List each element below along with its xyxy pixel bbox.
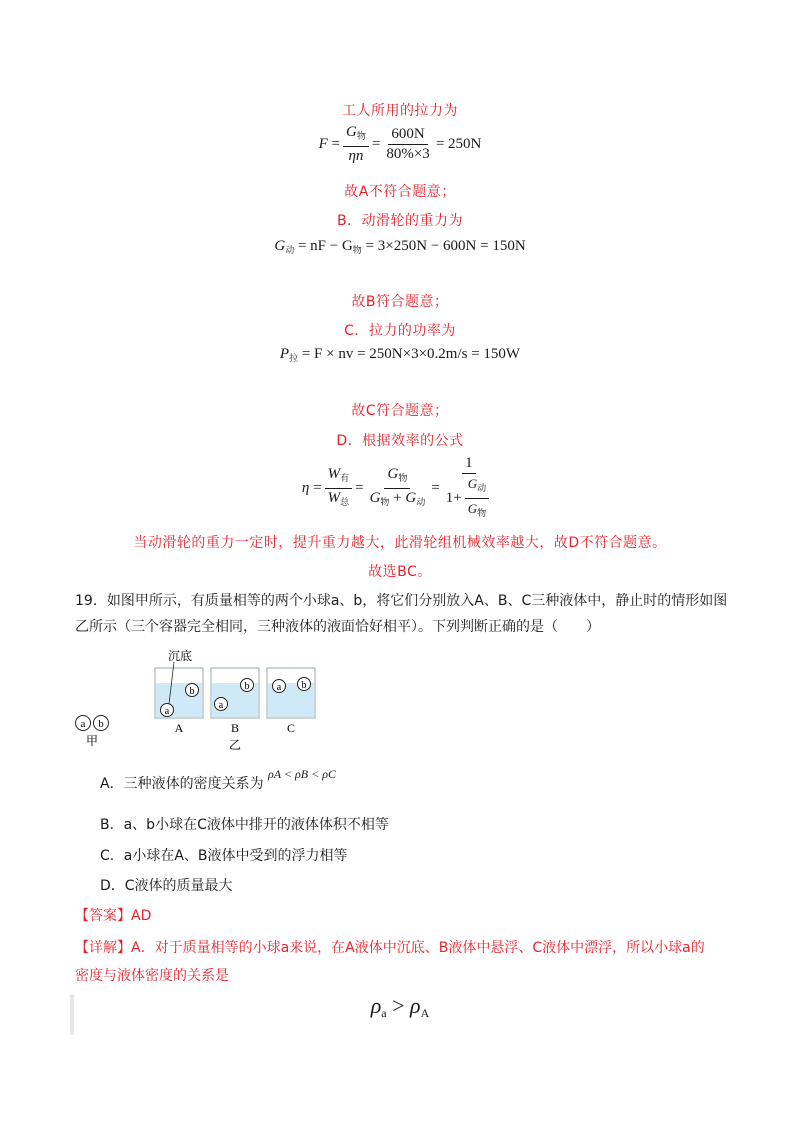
- a-ball-b: b: [189, 686, 195, 697]
- detail-text1: A．对于质量相等的小球a来说，在A液体中沉底、B液体中悬浮、C液体中漂浮，所以小球a的: [131, 940, 705, 956]
- not-a-line: 故A不符合题意；: [344, 184, 456, 200]
- a-ball-a: a: [164, 706, 170, 717]
- detail-block: [75, 934, 735, 990]
- container-a-label: A: [174, 721, 184, 735]
- eq4-n3: 1: [462, 455, 476, 474]
- worker-force-line: 工人所用的拉力为: [342, 103, 458, 119]
- option-b: B．a、b小球在C液体中排开的液体体积不相等: [100, 817, 389, 833]
- eq4-n2-sub: 物: [398, 473, 408, 483]
- eq1-lhs: F: [318, 136, 328, 152]
- eq1-den1: ηn: [348, 148, 364, 164]
- eq1-num1: G: [346, 124, 357, 140]
- eq1-num1-sub: 物: [356, 131, 366, 141]
- eq4-n1-sub: 有: [340, 473, 350, 483]
- jia-ball-a: a: [80, 718, 86, 730]
- relation-rhs: ρ: [410, 993, 421, 1018]
- d-conclusion: 当动滑轮的重力一定时，提升重力越大，此滑轮组机械效率越大，故D不符合题意。: [133, 535, 667, 551]
- equation-pulley-weight: [0, 238, 800, 256]
- question-text-line2: 乙所示（三个容器完全相同，三种液体的液面恰好相平）。下列判断正确的是（ ）: [75, 619, 600, 635]
- relation-lhs-sub: a: [381, 1006, 387, 1020]
- eq1-num2: 600N: [388, 126, 427, 145]
- b-heading: B．动滑轮的重力为: [336, 213, 464, 229]
- eq4-frac2: $\frac{G_物}{G_物 + G_动}$: [369, 466, 426, 507]
- answer-value: AD: [131, 908, 152, 924]
- eq3-lhs: P: [279, 346, 290, 362]
- c-ok-line: 故C符合题意；: [351, 403, 449, 419]
- question-19: [75, 588, 735, 640]
- yi-label: 乙: [228, 738, 242, 752]
- eq3-rest: = F × nv = 250N×3×0.2m/s = 150W: [301, 346, 521, 362]
- relation-lhs: ρ: [370, 993, 382, 1018]
- eq4-d3d: G: [467, 501, 478, 516]
- option-a-math: ρA < ρB < ρC: [268, 767, 336, 781]
- equation-efficiency: η = $\frac{W_有}{W_总}$ = $\frac{G_物}{G_物 + G_动}$ = 1 1+ $\frac{G_动}{G_物}$: [0, 455, 800, 522]
- relation-op: >: [392, 993, 405, 1018]
- question-number: 19．: [75, 593, 107, 609]
- jia-ball-b: b: [98, 718, 104, 730]
- eq4-lhs: η: [301, 480, 310, 496]
- jia-label: 甲: [85, 734, 99, 748]
- eq4-d2a: G: [369, 490, 381, 506]
- eq4-n2: G: [387, 466, 399, 482]
- container-b-label: B: [230, 721, 240, 735]
- eq1-frac2: [383, 126, 432, 163]
- sink-label: 沉底: [167, 649, 193, 663]
- eq2-rest: = 3×250N − 600N = 150N: [365, 238, 526, 254]
- detail-text2: 密度与液体密度的关系是: [75, 968, 229, 984]
- detail-label: 【详解】: [75, 940, 131, 956]
- c-ball-a: a: [276, 682, 282, 693]
- eq4-d3n: G: [467, 476, 478, 491]
- equation-force: F = $\frac{G_物}{\eta n}$ = $\frac{600N}{80\%\times 3}$ = 250N: [318, 124, 482, 164]
- eq1-frac1: [343, 124, 369, 165]
- choose-line: 故选BC。: [368, 564, 432, 580]
- eq1-result: = 250N: [435, 136, 482, 152]
- eq4-d2b: G: [405, 490, 417, 506]
- figure-jia: [76, 716, 109, 749]
- c-heading: C．拉力的功率为: [344, 323, 456, 339]
- question-text-line1: 如图甲所示，有质量相等的两个小球a、b，将它们分别放入A、B、C三种液体中，静止时的情形如图: [106, 593, 728, 609]
- eq4-d3-pre: 1+: [445, 490, 462, 506]
- eq2-lhs-sub: 动: [285, 245, 295, 255]
- eq4-frac3: [443, 455, 495, 522]
- b-ok-line: 故B符合题意；: [351, 294, 449, 310]
- figure-balls-containers: [70, 648, 340, 753]
- container-c-label: C: [286, 721, 296, 735]
- option-d: D．C液体的质量最大: [100, 878, 233, 894]
- eq4-n1: W: [327, 466, 341, 482]
- eq4-frac1: [325, 466, 353, 511]
- answer-line: [75, 905, 151, 925]
- eq3-lhs-sub: 拉: [289, 353, 299, 363]
- density-relation: [0, 993, 800, 1021]
- eq2-lhs: G: [274, 238, 286, 254]
- equation-power: [0, 346, 800, 364]
- eq4-d1-sub: 总: [340, 497, 350, 507]
- eq4-d3n-sub: 动: [477, 483, 487, 493]
- eq4-d1: W: [327, 490, 341, 506]
- eq4-d3d-sub: 物: [477, 508, 487, 518]
- option-a-text: A．三种液体的密度关系为: [100, 776, 264, 792]
- b-ball-b: b: [244, 681, 250, 692]
- relation-rhs-sub: A: [420, 1006, 430, 1020]
- option-c: C．a小球在A、B液体中受到的浮力相等: [100, 848, 348, 864]
- eq2-text: = nF − G: [297, 238, 353, 254]
- container-a: [155, 648, 203, 735]
- eq4-d2b-sub: 动: [416, 497, 426, 507]
- answer-label: 【答案】: [75, 908, 131, 924]
- b-ball-a: a: [218, 700, 224, 711]
- container-c: [267, 668, 315, 735]
- container-b: [211, 668, 259, 752]
- eq4-d2a-sub: 物: [380, 497, 390, 507]
- eq1-den2: 80%×3: [386, 146, 430, 162]
- c-ball-b: b: [301, 680, 307, 691]
- d-heading: D．根据效率的公式: [336, 433, 464, 449]
- eq2-g-sub: 物: [352, 245, 362, 255]
- option-a: [100, 767, 336, 793]
